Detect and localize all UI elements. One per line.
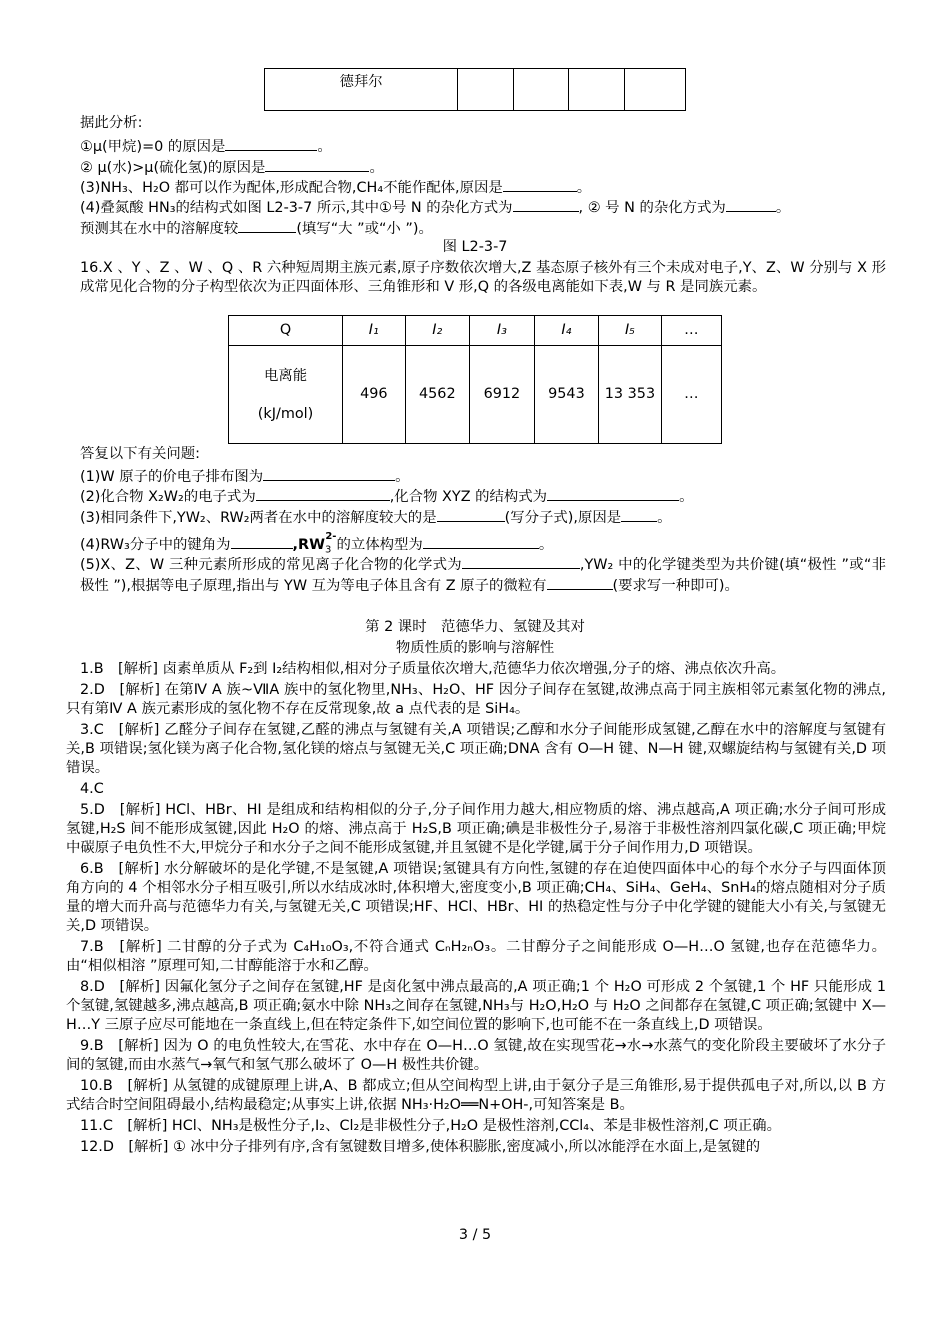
table-header-cell: I₃ bbox=[470, 316, 535, 346]
q15-part-3: (3)NH₃、H₂O 都可以作为配体,形成配合物,CH₄不能作配体,原因是 。 bbox=[80, 177, 591, 198]
answer-item: 9.B [解析] 因为 O 的电负性较大,在雪花、水中存在 O—H…O 氢键,故在实现雪花→水→水蒸气的变化阶段主要破坏了水分子间的氢键,而由水蒸气→氧气和氢气那么破坏了 O—H 极性共价键。 bbox=[66, 1038, 886, 1073]
table-cell bbox=[458, 69, 513, 111]
table-debye bbox=[264, 68, 686, 111]
table-cell: 9543 bbox=[534, 346, 599, 444]
table-header-cell: I₅ bbox=[599, 316, 661, 346]
q15-part-4-text-a: (4)叠氮酸 HN₃的结构式如图 L2-3-7 所示,其中①号 N 的杂化方式为 bbox=[80, 200, 513, 216]
page-number: 3 / 5 bbox=[458, 1227, 492, 1243]
lesson-title-2: 物质性质的影响与溶解性 bbox=[395, 640, 555, 656]
table-cell: 4562 bbox=[405, 346, 470, 444]
q16-part-5-text-a: (5)X、Z、W 三种元素所形成的常见离子化合物的化学式为 bbox=[80, 557, 462, 573]
answer-item: 5.D [解析] HCl、HBr、HI 是组成和结构相似的分子,分子间作用力越大,相应物质的熔、沸点越高,A 项正确;水分子间可形成氢键,H₂S 间不能形成氢键,因此 H₂O 的熔、沸点高于 H₂S,B 项正确;碘是非极性分子,易溶于非极性溶剂四氯化碳,C 项正确;甲烷中碳原子电负性不大,甲烷分子和水分子之间不能形成氢键,并且氢键不是化学键,属于分子间作用力,D 项错误。 bbox=[66, 802, 886, 856]
table-cell bbox=[624, 69, 685, 111]
answer-item: 8.D [解析] 因氟化氢分子之间存在氢键,HF 是卤化氢中沸点最高的,A 项正确;1 个 H₂O 可形成 2 个氢键,1 个 HF 只能形成 1 个氢键,氢键越多,沸点越高,B 项正确;氨水中除 NH₃之间存在氢键,NH₃与 H₂O,H₂O 与 H₂O 之间都存在氢键,C 项正确;氢键中 X—H…Y 三原子应尽可能地在一条直线上,但在特定条件下,如空间位置的影响下,也可能不在一条直线上,D 项错误。 bbox=[66, 979, 886, 1033]
answer-blank[interactable] bbox=[256, 486, 390, 501]
q16-intro: 16.X 、Y 、Z 、W 、Q 、R 六种短周期主族元素,原子序数依次增大,Z 基态原子核外有三个未成对电子,Y、Z、W 分别与 X 形成常见化合物的分子构型依次为正四面体形、三角锥形和 V 形,Q 的各级电离能如下表,W 与 R 是同族元素。 bbox=[80, 260, 886, 295]
answer-blank[interactable] bbox=[238, 218, 296, 233]
q16-part-5 bbox=[80, 554, 886, 596]
q15-part-4-text-d: (填写“大 ”或“小 ”)。 bbox=[296, 221, 433, 237]
q16-part-4-text-b: ,RW bbox=[292, 536, 325, 553]
q16-part-4: (4)RW₃分子中的键角为 $,RW_3^{2-}$的立体构型为 。 bbox=[80, 531, 554, 556]
table-cell: 13 353 bbox=[599, 346, 661, 444]
answer-blank[interactable] bbox=[462, 554, 580, 569]
q16-part-2-text-b: ,化合物 XYZ 的结构式为 bbox=[389, 489, 548, 505]
q16-part-3: (3)相同条件下,YW₂、RW₂两者在水中的溶解度较大的是 (写分子式),原因是 。 bbox=[80, 507, 672, 528]
q15-part-4-text-b: , ② 号 N 的杂化方式为 bbox=[578, 200, 726, 216]
q16-part-4-text-c: 的立体构型为 bbox=[336, 536, 423, 553]
table-row-label bbox=[229, 346, 343, 444]
q16-part-2-text-a: (2)化合物 X₂W₂的电子式为 bbox=[80, 489, 256, 505]
row-label-line-1: 电离能 bbox=[263, 367, 308, 384]
table-cell: 496 bbox=[343, 346, 405, 444]
table-header-cell: Q bbox=[229, 316, 343, 346]
answer-item: 3.C [解析] 乙醛分子间存在氢键,乙醛的沸点与氢键有关,A 项错误;乙醇和水分子间能形成氢键,乙醇在水中的溶解度与氢键有关,B 项错误;氢化镁为离子化合物,氢化镁的熔点与氢键无关,C 项正确;DNA 含有 O—H 键、N—H 键,双螺旋结构与氢键有关,D 项错误。 bbox=[66, 722, 886, 776]
lesson-title-1: 第 2 课时 范德华力、氢键及其对 bbox=[365, 619, 585, 635]
table-header-cell: I₁ bbox=[343, 316, 405, 346]
table-debye-label: 德拜尔 bbox=[265, 69, 458, 111]
q16-part-1-text: (1)W 原子的价电子排布图为 bbox=[80, 469, 264, 485]
table-header-cell: I₂ bbox=[405, 316, 470, 346]
q16-part-5-text-b: ,YW₂ 中的化学键类型为共价键(填“极性 ”或“非极性 ”),根据等电子原理,指出与 YW 互为等电子体且含有 Z 原子的微粒有 bbox=[80, 557, 886, 594]
q15-item-2: ② μ(水)>μ(硫化氢)的原因是 。 bbox=[80, 157, 384, 178]
superscript: 2- bbox=[325, 531, 337, 542]
q16-part-4-text-a: (4)RW₃分子中的键角为 bbox=[80, 536, 231, 553]
subscript: 3 bbox=[324, 544, 332, 556]
answer-blank[interactable] bbox=[621, 507, 657, 522]
table-cell bbox=[513, 69, 568, 111]
q15-part-3-text: (3)NH₃、H₂O 都可以作为配体,形成配合物,CH₄不能作配体,原因是 bbox=[80, 180, 503, 196]
q16-part-3-text-b: (写分子式),原因是 bbox=[504, 510, 622, 526]
answer-blank[interactable] bbox=[265, 157, 369, 172]
q16-part-2: (2)化合物 X₂W₂的电子式为 ,化合物 XYZ 的结构式为 。 bbox=[80, 486, 693, 507]
answer-blank[interactable] bbox=[547, 486, 679, 501]
answer-item: 1.B [解析] 卤素单质从 F₂到 I₂结构相似,相对分子质量依次增大,范德华力依次增强,分子的熔、沸点依次升高。 bbox=[80, 661, 786, 677]
q16-part-5-text-c: (要求写一种即可)。 bbox=[612, 578, 739, 594]
figure-caption: 图 L2-3-7 bbox=[442, 239, 508, 255]
answer-item: 11.C [解析] HCl、NH₃是极性分子,I₂、Cl₂是非极性分子,H₂O 是极性溶剂,CCl₄、苯是非极性溶剂,C 项正确。 bbox=[80, 1118, 781, 1134]
answer-item: 7.B [解析] 二甘醇的分子式为 C₄H₁₀O₃,不符合通式 CₙH₂ₙO₃。二甘醇分子之间能形成 O—H…O 氢键,也存在范德华力。由“相似相溶 ”原理可知,二甘醇能溶于水和乙醇。 bbox=[66, 939, 886, 974]
q16-part-1: (1)W 原子的价电子排布图为 。 bbox=[80, 466, 410, 487]
answer-blank[interactable] bbox=[225, 136, 317, 151]
answer-blank[interactable] bbox=[726, 197, 776, 212]
answer-item: 10.B [解析] 从氢键的成键原理上讲,A、B 都成立;但从空间构型上讲,由于氨分子是三角锥形,易于提供孤电子对,所以,以 B 方式结合时空间阻碍最小,结构最稳定;从事实上讲,依据 NH₃·H₂O══N+OH-,可知答案是 B。 bbox=[66, 1078, 886, 1113]
q15-item-2-text: ② μ(水)>μ(硫化氢)的原因是 bbox=[80, 160, 266, 176]
answer-prompt: 答复以下有关问题: bbox=[80, 446, 200, 462]
q15-part-4: (4)叠氮酸 HN₃的结构式如图 L2-3-7 所示,其中①号 N 的杂化方式为 , ② 号 N 的杂化方式为 。 bbox=[80, 197, 790, 218]
answer-item: 6.B [解析] 水分解破坏的是化学键,不是氢键,A 项错误;氢键具有方向性,氢键的存在迫使四面体中心的每个水分子与四面体顶角方向的 4 个相邻水分子相互吸引,所以水结成冰时,体积增大,密度变小,B 项正确;CH₄、SiH₄、GeH₄、SnH₄的熔点随相对分子质量的增大而升高与范德华力有关,与氢键无关,C 项错误;HF、HCl、HBr、HI 的热稳定性与分子中化学键的键能大小有关,与氢键无关,D 项错误。 bbox=[66, 861, 886, 934]
table-cell bbox=[569, 69, 624, 111]
ionization-table bbox=[228, 315, 722, 444]
q15-part-4-text-c: 预测其在水中的溶解度较 bbox=[80, 221, 239, 237]
answer-item: 4.C bbox=[80, 781, 104, 797]
analysis-label: 据此分析: bbox=[80, 115, 143, 131]
answer-blank[interactable] bbox=[231, 534, 293, 549]
answer-blank[interactable] bbox=[513, 197, 579, 212]
answer-blank[interactable] bbox=[263, 466, 395, 481]
answer-blank[interactable] bbox=[503, 177, 577, 192]
table-cell: 6912 bbox=[470, 346, 535, 444]
answer-item: 12.D [解析] ① 冰中分子排列有序,含有氢键数目增多,使体积膨胀,密度减小,所以冰能浮在水面上,是氢键的 bbox=[80, 1139, 761, 1155]
row-label-line-2: (kJ/mol) bbox=[257, 405, 314, 422]
table-header-cell: I₄ bbox=[534, 316, 599, 346]
q15-item-1-text: ①μ(甲烷)=0 的原因是 bbox=[80, 139, 226, 155]
q15-item-1: ①μ(甲烷)=0 的原因是 。 bbox=[80, 136, 332, 157]
table-header-cell: … bbox=[661, 316, 721, 346]
answer-item: 2.D [解析] 在第Ⅳ A 族~ⅦA 族中的氢化物里,NH₃、H₂O、HF 因分子间存在氢键,故沸点高于同主族相邻元素氢化物的沸点,只有第Ⅳ A 族元素形成的氢化物不存在反常现象,故 a 点代表的是 SiH₄。 bbox=[66, 682, 886, 717]
answer-blank[interactable] bbox=[547, 575, 613, 590]
q16-part-3-text-a: (3)相同条件下,YW₂、RW₂两者在水中的溶解度较大的是 bbox=[80, 510, 437, 526]
answers-list bbox=[66, 660, 886, 1157]
answer-blank[interactable] bbox=[423, 534, 539, 549]
answer-blank[interactable] bbox=[437, 507, 505, 522]
table-cell: … bbox=[661, 346, 721, 444]
q15-part-4-cont bbox=[80, 218, 433, 239]
